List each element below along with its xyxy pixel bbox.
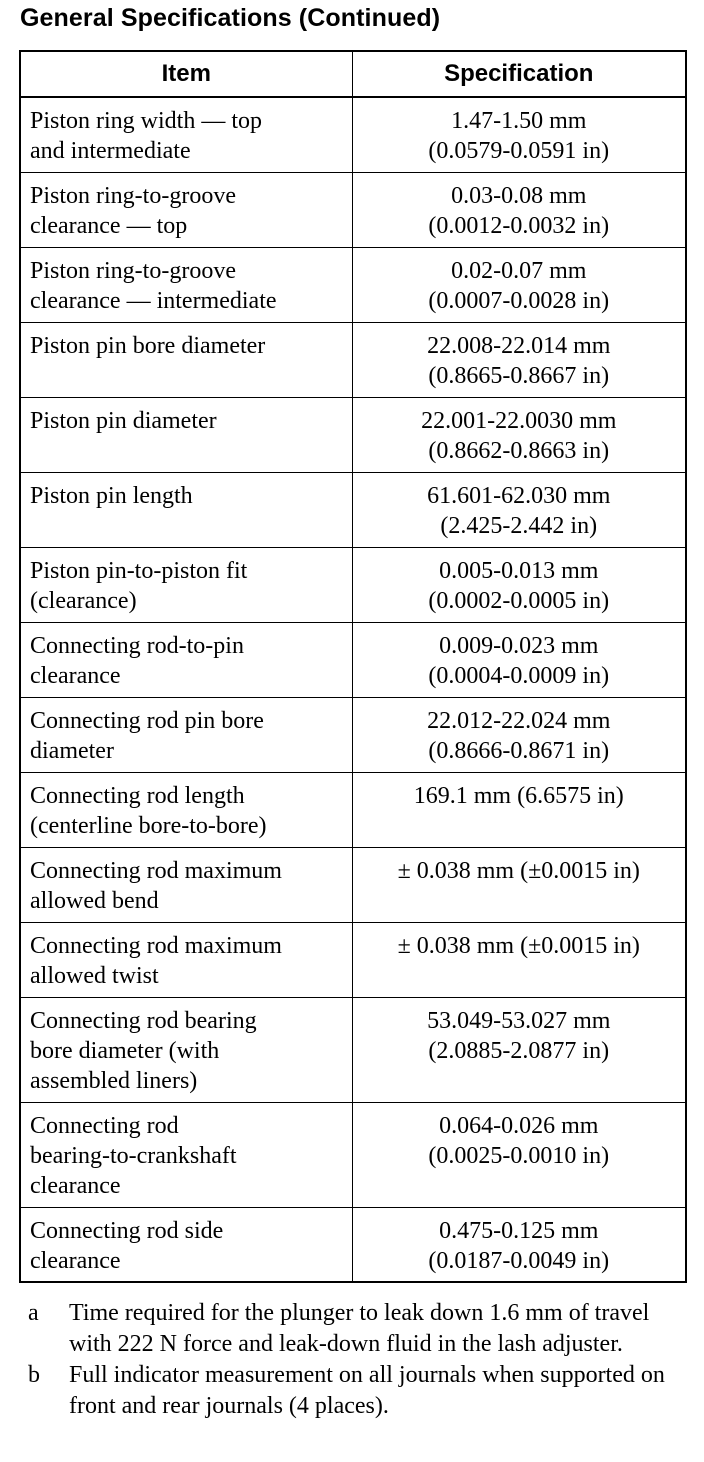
item-line: and intermediate — [30, 138, 191, 164]
specification-cell — [352, 547, 686, 622]
table-row — [20, 922, 686, 997]
item-line: clearance — [30, 662, 121, 689]
footnote — [28, 1298, 688, 1360]
item-cell — [20, 547, 352, 622]
item-cell — [20, 472, 352, 547]
specification-cell — [352, 172, 686, 247]
item-line: clearance — [30, 1172, 121, 1199]
item-line: clearance — [30, 1247, 121, 1274]
specification-line: 0.064-0.026 mm — [439, 1112, 599, 1139]
specification-line: 22.001-22.0030 mm — [421, 407, 617, 434]
item-line: Connecting rod side — [30, 1217, 224, 1244]
table-row — [20, 472, 686, 547]
specification-cell — [352, 847, 686, 922]
table-row — [20, 1102, 686, 1207]
item-cell — [20, 622, 352, 697]
table-row — [20, 97, 686, 172]
column-header-specification: Specification — [352, 51, 686, 97]
item-line: allowed bend — [30, 887, 159, 914]
specification-line: 0.475-0.125 mm — [439, 1217, 599, 1244]
item-cell — [20, 1102, 352, 1207]
table-row — [20, 172, 686, 247]
item-cell — [20, 172, 352, 247]
footnotes — [28, 1298, 688, 1422]
specification-line: 61.601-62.030 mm — [427, 482, 611, 509]
item-cell — [20, 322, 352, 397]
specification-cell — [352, 97, 686, 172]
table-row — [20, 1207, 686, 1282]
item-cell — [20, 697, 352, 772]
item-cell — [20, 772, 352, 847]
table-row — [20, 397, 686, 472]
item-line: Piston pin bore diameter — [30, 332, 266, 359]
item-line: clearance — top — [30, 212, 188, 239]
table-row — [20, 772, 686, 847]
page-title: General Specifications (Continued) — [20, 4, 441, 32]
item-cell — [20, 997, 352, 1102]
specification-line: 1.47-1.50 mm — [451, 108, 587, 134]
footnote-marker: b — [28, 1362, 40, 1388]
table-row — [20, 622, 686, 697]
table-row — [20, 997, 686, 1102]
specifications-table — [19, 50, 687, 1283]
item-cell — [20, 247, 352, 322]
specification-line: (0.0579-0.0591 in) — [428, 138, 610, 164]
specification-cell — [352, 322, 686, 397]
item-line: Connecting rod length — [30, 782, 245, 809]
specification-line: (2.425-2.442 in) — [440, 512, 598, 539]
item-line: Connecting rod bearing — [30, 1007, 257, 1034]
item-line: bearing-to-crankshaft — [30, 1142, 237, 1169]
item-line: Piston pin-to-piston fit — [30, 557, 248, 584]
specification-line: ± 0.038 mm (±0.0015 in) — [397, 932, 640, 959]
specification-cell — [352, 1207, 686, 1282]
item-line: Piston pin diameter — [30, 407, 217, 434]
specification-line: (0.8662-0.8663 in) — [428, 437, 610, 464]
specification-line: 0.009-0.023 mm — [439, 632, 599, 659]
specification-cell — [352, 697, 686, 772]
specification-cell — [352, 247, 686, 322]
table-row — [20, 547, 686, 622]
item-line: Connecting rod-to-pin — [30, 632, 244, 659]
item-line: Connecting rod — [30, 1112, 179, 1139]
item-line: assembled liners) — [30, 1067, 198, 1094]
table-body — [20, 97, 686, 1282]
specification-line: 0.03-0.08 mm — [451, 182, 587, 209]
specification-line: 22.012-22.024 mm — [427, 707, 611, 734]
specification-cell — [352, 472, 686, 547]
table-row — [20, 847, 686, 922]
item-line: (centerline bore-to-bore) — [30, 812, 267, 839]
table-row — [20, 247, 686, 322]
table-row — [20, 697, 686, 772]
item-line: Piston pin length — [30, 482, 193, 509]
table-header-row — [20, 51, 686, 97]
specification-cell — [352, 1102, 686, 1207]
footnote-text: Time required for the plunger to leak down 1.6 mm of travel with 222 N force and leak-down fluid in the lash adjuster. — [69, 1300, 650, 1357]
item-line: (clearance) — [30, 587, 137, 614]
specification-cell — [352, 922, 686, 997]
table-row — [20, 322, 686, 397]
specification-line: 53.049-53.027 mm — [427, 1007, 611, 1034]
specification-line: (0.0007-0.0028 in) — [428, 287, 610, 314]
footnote-text: Full indicator measurement on all journals when supported on front and rear journals (4 places). — [69, 1362, 665, 1419]
item-line: Connecting rod pin bore — [30, 707, 264, 734]
specification-line: (2.0885-2.0877 in) — [428, 1037, 610, 1064]
specification-line: 0.02-0.07 mm — [451, 257, 587, 284]
specification-cell — [352, 397, 686, 472]
item-line: clearance — intermediate — [30, 287, 277, 314]
item-line: bore diameter (with — [30, 1037, 220, 1064]
specification-line: (0.0002-0.0005 in) — [428, 587, 610, 614]
specification-cell — [352, 997, 686, 1102]
item-line: diameter — [30, 737, 114, 764]
footnote-marker: a — [28, 1300, 39, 1326]
specification-line: (0.0187-0.0049 in) — [428, 1247, 610, 1274]
specification-line: ± 0.038 mm (±0.0015 in) — [397, 857, 640, 884]
specification-line: (0.0004-0.0009 in) — [428, 662, 610, 689]
item-line: Piston ring-to-groove — [30, 182, 236, 209]
item-cell — [20, 397, 352, 472]
item-cell — [20, 847, 352, 922]
item-line: allowed twist — [30, 962, 159, 989]
specification-line: 22.008-22.014 mm — [427, 332, 611, 359]
column-header-item: Item — [20, 51, 352, 97]
specification-cell — [352, 772, 686, 847]
item-line: Connecting rod maximum — [30, 857, 282, 884]
item-line: Connecting rod maximum — [30, 932, 282, 959]
item-line: Piston ring width — top — [30, 108, 263, 134]
specification-line: (0.0025-0.0010 in) — [428, 1142, 610, 1169]
specification-line: 0.005-0.013 mm — [439, 557, 599, 584]
item-cell — [20, 922, 352, 997]
footnote — [28, 1360, 688, 1422]
specification-cell — [352, 622, 686, 697]
item-line: Piston ring-to-groove — [30, 257, 236, 284]
item-cell — [20, 1207, 352, 1282]
specification-line: 169.1 mm (6.6575 in) — [413, 782, 624, 809]
item-cell — [20, 97, 352, 172]
specification-line: (0.8665-0.8667 in) — [428, 362, 610, 389]
specification-line: (0.0012-0.0032 in) — [428, 212, 610, 239]
specification-line: (0.8666-0.8671 in) — [428, 737, 610, 764]
